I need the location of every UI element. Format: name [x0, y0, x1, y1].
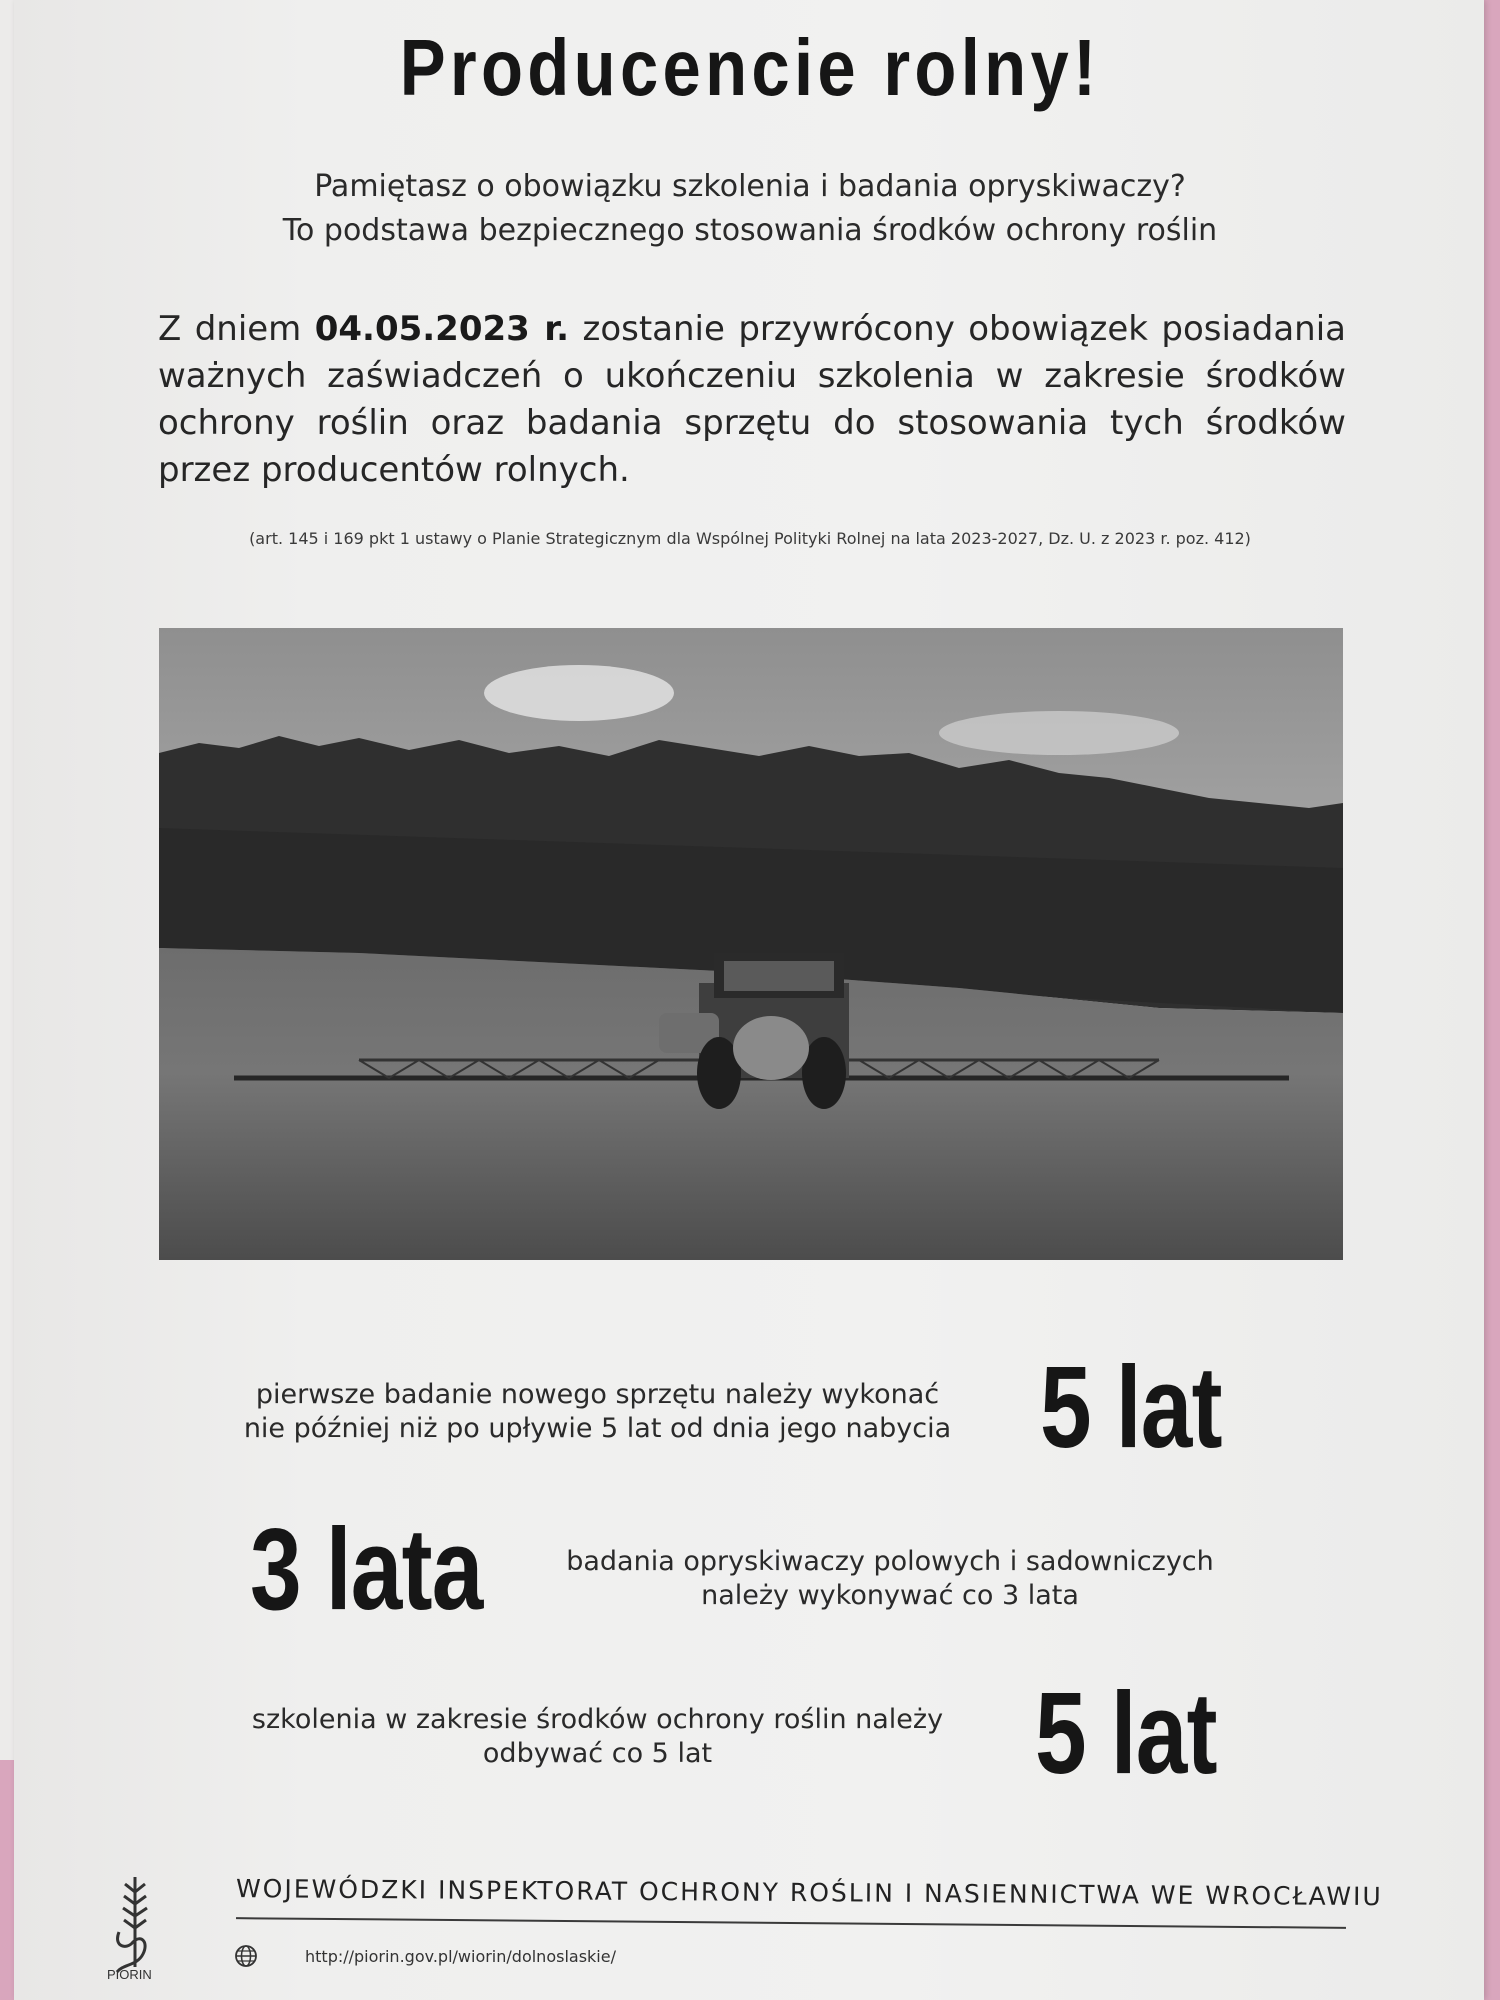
fact-1-value: 5 lat	[1040, 1342, 1222, 1472]
fact-3-line-1: szkolenia w zakresie środków ochrony roślin należy	[251, 1704, 944, 1735]
globe-icon	[234, 1944, 258, 1968]
fact-2-description	[540, 1545, 1240, 1613]
fact-row-3	[230, 1703, 965, 1771]
subtitle-line-2: To podstawa bezpiecznego stosowania środków ochrony roślin	[282, 213, 1218, 248]
tractor-sprayer-photo	[159, 628, 1343, 1260]
fact-1-line-2: nie później niż po upływie 5 lat od dnia jego nabycia	[243, 1413, 952, 1444]
logo-text: PIORIN	[107, 1967, 152, 1982]
piorin-logo	[105, 1872, 165, 1982]
lead-paragraph	[158, 306, 1346, 494]
subtitle-line-1: Pamiętasz o obowiązku szkolenia i badania opryskiwaczy?	[314, 169, 1186, 204]
fact-2-line-1: badania opryskiwaczy polowych i sadowniczych	[566, 1546, 1214, 1577]
fact-2-value: 3 lata	[250, 1504, 483, 1634]
fact-3-value: 5 lat	[1035, 1668, 1217, 1798]
fact-row-2	[540, 1545, 1240, 1613]
lead-text: zostanie przywrócony obowiązek posiadania ważnych zaświadczeń o ukończeniu szkolenia w zakresie środków ochrony roślin oraz badania sprzętu do stosowania tych środków przez producentów rolnych.	[158, 309, 1347, 490]
lead-prefix: Z dniem	[158, 309, 315, 349]
lead-date: 04.05.2023 r.	[314, 309, 570, 349]
organization-name: WOJEWÓDZKI INSPEKTORAT OCHRONY ROŚLIN I NASIENNICTWA WE WROCŁAWIU	[235, 1874, 1383, 1912]
subtitle	[0, 165, 1500, 253]
fact-row-1	[230, 1378, 965, 1446]
fact-1-line-1: pierwsze badanie nowego sprzętu należy wykonać	[255, 1379, 940, 1410]
legal-reference: (art. 145 i 169 pkt 1 ustawy o Planie Strategicznym dla Wspólnej Polityki Rolnej na lata 2023-2027, Dz. U. z 2023 r. poz. 412)	[249, 529, 1251, 548]
fact-2-line-2: należy wykonywać co 3 lata	[701, 1580, 1079, 1611]
fact-3-line-2: odbywać co 5 lat	[482, 1738, 713, 1769]
fact-3-description	[230, 1703, 965, 1771]
page-title: Producencie rolny!	[399, 23, 1101, 112]
fact-1-description	[230, 1378, 965, 1446]
website-link[interactable]: http://piorin.gov.pl/wiorin/dolnoslaskie/	[305, 1947, 616, 1966]
